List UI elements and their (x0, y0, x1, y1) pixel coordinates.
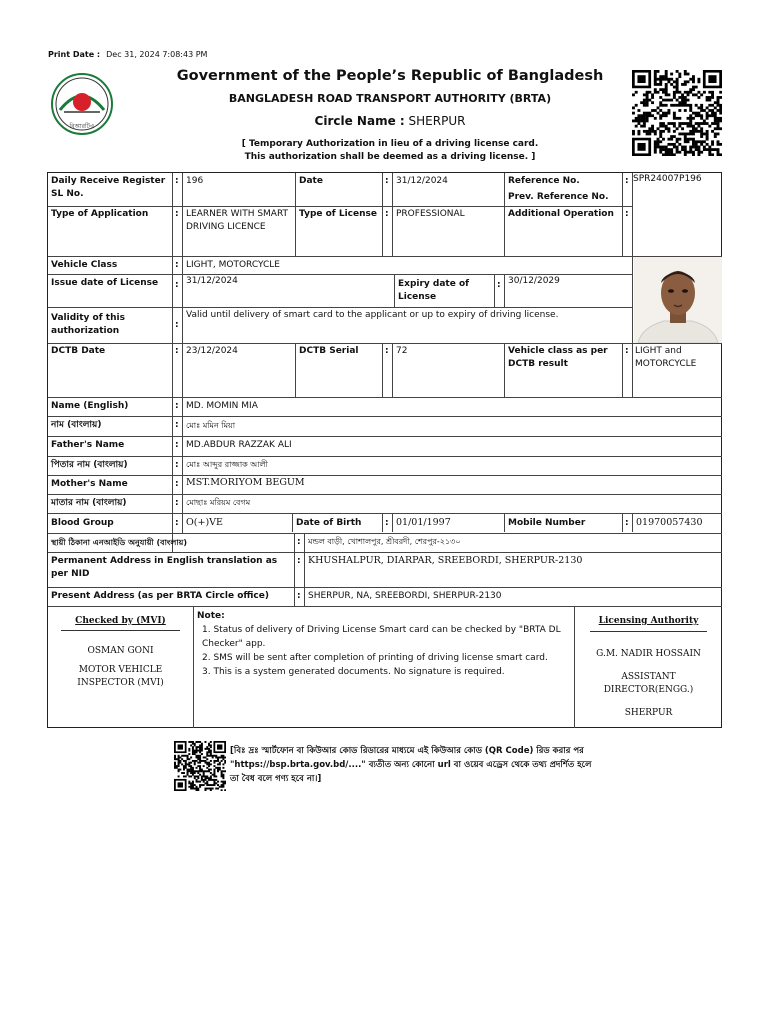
validity-label: Validity of this authorization (51, 313, 125, 336)
licensing-authority-label: Licensing Authority (590, 615, 707, 632)
dctb-serial-label: DCTB Serial (299, 346, 359, 356)
svg-text:বিআরটিএ: বিআরটিএ (69, 123, 95, 130)
name-bangla-value: মোঃ মমিন মিয়া (186, 421, 236, 430)
brta-title: BANGLADESH ROAD TRANSPORT AUTHORITY (BRTA) (228, 92, 552, 105)
permanent-address-bangla-value: মন্ডল বাড়ী, খোশালপুর, শ্রীবরদী, শেরপুর-২১৩০ (308, 537, 461, 546)
dob-value: 01/01/1997 (396, 517, 451, 528)
vehicle-class-value: LIGHT, MOTORCYCLE (186, 260, 280, 270)
application-type-label: Type of Application (51, 209, 149, 219)
checked-by-title-2: INSPECTOR (MVI) (77, 678, 164, 688)
reference-label: Reference No. (508, 176, 580, 186)
present-address-value: SHERPUR, NA, SREEBORDI, SHERPUR-2130 (308, 591, 502, 601)
dctb-date-value: 23/12/2024 (186, 346, 238, 356)
validity-value: Valid until delivery of smart card to the applicant or up to expiry of driving license. (186, 310, 559, 320)
note-item: 1. Status of delivery of Driving License Smart card can be checked by "BRTA DL Checker" app. (202, 625, 561, 649)
permanent-address-english-value: KHUSHALPUR, DIARPAR, SREEBORDI, SHERPUR-2130 (308, 555, 583, 566)
license-details-table: Daily Receive Register SL No. : 196 Date : 31/12/2024 Reference No. : SPR24007P196 Prev. Reference No. Type of Application : LEARNER WITH SMART DRIVING LICENCE Type of License : PROFESSIONAL Additional Operation : Vehicle Class : LIGHT, MOTORCYCLE Issue date of License : 31/12/2024 Expiry date of License : 30/12/2029 Validity of this authorization : Valid until delivery of smart card to the applicant or up to expiry of driving license. DCTB Date : 23/12/2024 DCTB Serial : 72 Vehicle class as per DCTB result : LIGHT and MOTORCYCLE Name (English) : MD. MOMIN MIA নাম (বাংলায়) : মোঃ মমিন মিয়া Father's Name : MD.ABDUR RAZZAK ALI পিতার নাম (বাংলায়) : মোঃ আব্দুর রাজ্জাক আলী Mother's Name : MST.MORIYOM BEGUM মাতার নাম (বাংলায়) : মোছাঃ মরিয়ম বেগম Blood Group : O(+)VE Date of Birth : 01/01/1997 Mobile Number : 01970057430 স্থায়ী ঠিকানা এনআইডি অনুযায়ী (বাংলায়) : মন্ডল বাড়ী, খোশালপুর, শ্রীবরদী, শেরপুর-২১৩০ Permanent Address in English translation as per NID : KHUSHALPUR, DIARPAR, SREEBORDI, SHERPUR-2130 Present Address (as per BRTA Circle office) : SHERPUR, NA, SREEBORDI, SHERPUR-2130 Checked by (MVI) OSMAN GONI MOTOR VEHICLE INSPECTOR (MVI) Note: 1. Status of delivery of Driving License Smart card can be checked by "BRTA DL Checker" app. 2. SMS will be sent after completion of printing of driving license smart card. 3. This is a system generated documents. No signature is required. Licensing Authority G.M. NADIR HOSSAIN ASSISTANT DIRECTOR(ENGG.) SHERPUR (47, 172, 722, 728)
dctb-date-label: DCTB Date (51, 346, 106, 356)
licensing-authority-title-1: ASSISTANT (621, 672, 676, 682)
temporary-authorization-notice: [ Temporary Authorization in lieu of a driving license card. This authorization shall be deemed as a driving license. ] (241, 139, 539, 162)
licensing-authority-block (575, 613, 722, 722)
qr-code-icon (632, 70, 722, 156)
permanent-address-bangla-label: স্থায়ী ঠিকানা এনআইডি অনুযায়ী (বাংলায়) (51, 538, 188, 547)
mother-name-label: Mother's Name (51, 479, 128, 489)
application-type-value: LEARNER WITH SMART DRIVING LICENCE (186, 209, 289, 232)
license-type-value: PROFESSIONAL (396, 209, 465, 219)
government-title: Government of the People’s Republic of Bangladesh (176, 68, 604, 84)
daily-register-label: Daily Receive Register SL No. (51, 176, 166, 199)
date-value: 31/12/2024 (396, 176, 448, 186)
expiry-date-label: Expiry date of License (398, 279, 470, 302)
qr-code-icon (174, 741, 226, 791)
licensing-authority-title-2: DIRECTOR(ENGG.) (603, 685, 694, 695)
mother-name-value: MST.MORIYOM BEGUM (186, 477, 305, 488)
father-name-label: Father's Name (51, 440, 125, 450)
expiry-date-value: 30/12/2029 (508, 276, 560, 286)
mother-name-bangla-label: মাতার নাম (বাংলায়) (51, 498, 127, 508)
note-heading: Note: (197, 611, 225, 621)
brta-logo-icon (50, 72, 114, 136)
licensing-authority-name: G.M. NADIR HOSSAIN (596, 649, 701, 659)
vehicle-class-label: Vehicle Class (51, 260, 118, 270)
checked-by-label: Checked by (MVI) (61, 615, 180, 631)
qr-verification-notice: [বিঃ দ্রঃ স্মার্টফোন বা কিউআর কোড রিডারের মাধ্যমে এই কিউআর কোড (QR Code) রিড করার পর "https://bsp.brta.gov.bd/...." ব্যতীত অন্য কোনো url বা ওয়েব এড্রেস থেকে তথ্য প্রদর্শিত হলে তা বৈধ বলে গণ্য হবে না।] (230, 746, 592, 784)
dob-label: Date of Birth (296, 518, 362, 528)
note-item: 2. SMS will be sent after completion of printing of driving license smart card. (202, 653, 548, 663)
daily-register-value: 196 (186, 176, 204, 186)
license-type-label: Type of License (299, 209, 377, 219)
mobile-value: 01970057430 (636, 517, 703, 528)
mother-name-bangla-value: মোছাঃ মরিয়ম বেগম (186, 498, 251, 507)
present-address-label: Present Address (as per BRTA Circle office) (51, 591, 269, 601)
checked-by-name: OSMAN GONI (87, 646, 154, 656)
father-name-bangla-label: পিতার নাম (বাংলায়) (51, 460, 128, 470)
prev-reference-label: Prev. Reference No. (508, 192, 609, 202)
applicant-photo (634, 257, 722, 343)
note-item: 3. This is a system generated documents. No signature is required. (202, 667, 505, 677)
father-name-bangla-value: মোঃ আব্দুর রাজ্জাক আলী (186, 460, 268, 469)
name-english-label: Name (English) (51, 401, 129, 411)
reference-value: SPR24007P196 (633, 174, 702, 184)
circle-name: Circle Name : SHERPUR (314, 114, 466, 128)
dctb-serial-value: 72 (396, 346, 408, 356)
issue-date-value: 31/12/2024 (186, 276, 238, 286)
mobile-label: Mobile Number (508, 518, 586, 528)
blood-group-value: O(+)VE (186, 517, 223, 528)
permanent-address-english-label: Permanent Address in English translation as per NID (51, 556, 278, 579)
checked-by-title-1: MOTOR VEHICLE (78, 665, 163, 675)
checked-by-block (48, 613, 193, 692)
additional-operation-label: Additional Operation (508, 209, 614, 219)
licensing-authority-place: SHERPUR (624, 708, 673, 718)
issue-date-label: Issue date of License (51, 278, 159, 288)
dctb-class-label: Vehicle class as per DCTB result (508, 346, 608, 369)
note-block (194, 607, 574, 681)
dctb-class-value: LIGHT and MOTORCYCLE (635, 346, 697, 369)
father-name-value: MD.ABDUR RAZZAK ALI (186, 440, 292, 450)
name-bangla-label: নাম (বাংলায়) (51, 420, 102, 430)
print-date: Print Date : Dec 31, 2024 7:08:43 PM (48, 50, 208, 59)
date-label: Date (299, 176, 323, 186)
name-english-value: MD. MOMIN MIA (186, 401, 258, 411)
blood-group-label: Blood Group (51, 518, 114, 528)
